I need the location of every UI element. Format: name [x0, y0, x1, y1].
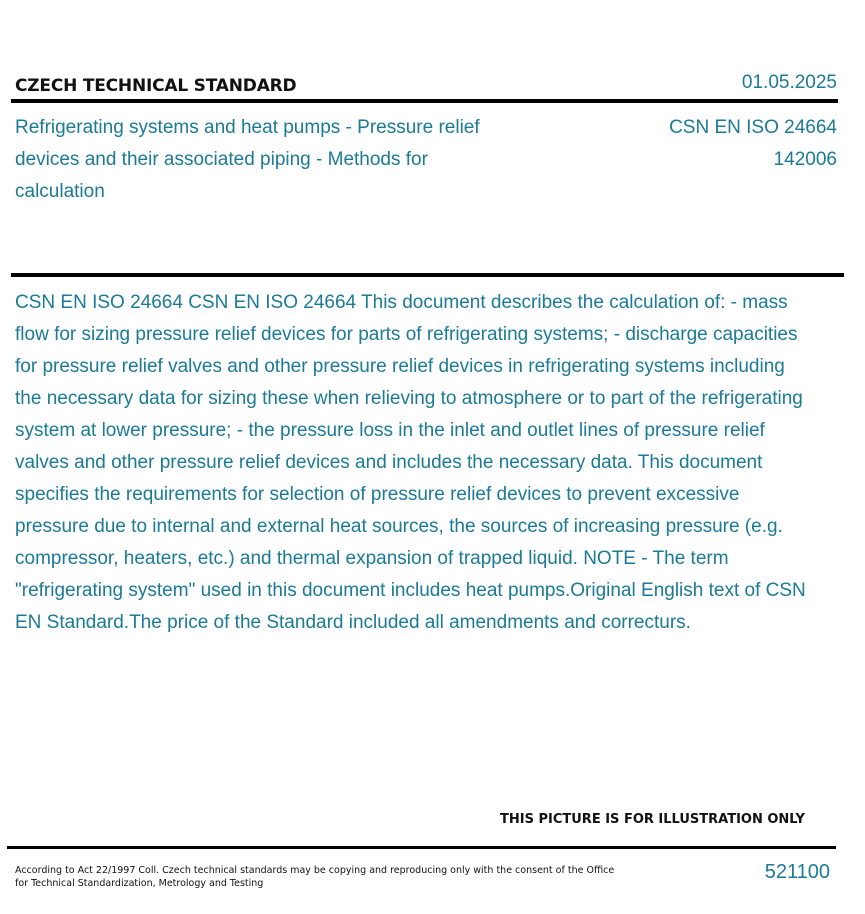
bottom-divider — [7, 846, 836, 849]
catalog-number: 142006 — [773, 149, 837, 170]
illustration-note: THIS PICTURE IS FOR ILLUSTRATION ONLY — [500, 812, 805, 827]
document-type-label: CZECH TECHNICAL STANDARD — [15, 76, 297, 96]
legal-notice — [15, 864, 615, 890]
price-code: 521100 — [764, 861, 830, 883]
issue-date: 01.05.2025 — [741, 72, 837, 93]
top-divider — [11, 99, 838, 103]
description-text: CSN EN ISO 24664 CSN EN ISO 24664 This document describes the calculation of: - mass flow for sizing pressure relief devices for parts of refrigerating systems; - discharge capacities for pressure relief valves and other pressure relief devices in refrigerating systems including the necessary data for sizing these when relieving to atmosphere or to part of the refrigerating system at lower pressure; - the pressure loss in the inlet and outlet lines of pressure relief valves and other pressure relief devices and includes the necessary data. This document specifies the requirements for selection of pressure relief devices to prevent excessive pressure due to internal and external heat sources, the sources of increasing pressure (e.g. compressor, heaters, etc.) and thermal expansion of trapped liquid. NOTE - The term "refrigerating system" used in this document includes heat pumps.Original English text of CSN EN Standard.The price of the Standard included all amendments and correcturs. — [15, 292, 806, 633]
standard-description — [15, 287, 815, 639]
standard-title: Refrigerating systems and heat pumps - Pressure relief devices and their associated piping - Methods for calculation — [15, 117, 480, 202]
middle-divider — [11, 273, 844, 277]
legal-notice-line-1: According to Act 22/1997 Coll. Czech technical standards may be copying and reproducing only with the consent of the Office — [15, 865, 615, 876]
legal-notice-line-2: for Technical Standardization, Metrology and Testing — [15, 878, 264, 889]
standard-identifiers — [669, 112, 837, 176]
standard-code: CSN EN ISO 24664 — [669, 117, 837, 138]
